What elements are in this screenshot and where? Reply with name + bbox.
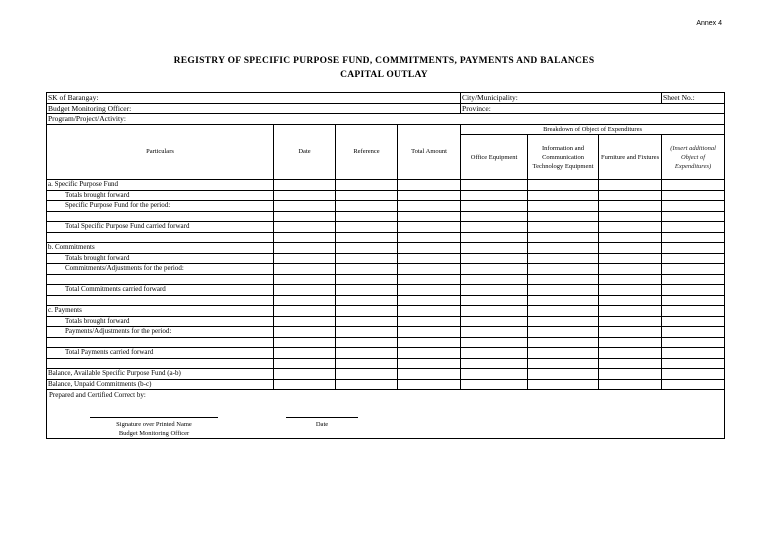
- program-field: Program/Project/Activity:: [47, 114, 725, 125]
- table-row: [47, 295, 725, 306]
- registry-table: [46, 92, 725, 439]
- balance-available: Balance, Available Specific Purpose Fund (a-b): [47, 369, 274, 380]
- table-row: [47, 253, 725, 264]
- budget-officer-field: Budget Monitoring Officer:: [47, 103, 461, 114]
- header-row-3: [47, 114, 725, 125]
- signature-row: [47, 390, 725, 439]
- col-reference: Reference: [336, 124, 398, 180]
- section-a-brought: Totals brought forward: [47, 190, 274, 201]
- section-b-carried: Total Commitments carried forward: [47, 285, 274, 296]
- section-c-period: Payments/Adjustments for the period:: [47, 327, 274, 338]
- province-field: Province:: [461, 103, 725, 114]
- city-municipality-field: City/Municipality:: [461, 93, 662, 104]
- table-row: [47, 369, 725, 380]
- section-a-carried: Total Specific Purpose Fund carried forward: [47, 222, 274, 233]
- table-row: [47, 379, 725, 390]
- signature-printed-name: Signature over Printed Name: [116, 421, 192, 428]
- section-b-brought: Totals brought forward: [47, 253, 274, 264]
- column-header-row-1: [47, 124, 725, 135]
- section-b-title: b. Commitments: [47, 243, 274, 254]
- table-row: [47, 201, 725, 212]
- signer-title: Budget Monitoring Officer: [118, 430, 190, 437]
- section-c-carried: Total Payments carried forward: [47, 348, 274, 359]
- section-c-title: c. Payments: [47, 306, 274, 317]
- table-row: [47, 264, 725, 275]
- table-row: [47, 190, 725, 201]
- col-office-equipment: Office Equipment: [461, 135, 528, 180]
- sheet-no-field: Sheet No.:: [662, 93, 725, 104]
- table-row: [47, 337, 725, 348]
- col-ict-equipment: Information and Communication Technology Equipment: [528, 135, 599, 180]
- section-c-brought: Totals brought forward: [47, 316, 274, 327]
- annex-label: Annex 4: [696, 20, 722, 27]
- col-date: Date: [274, 124, 336, 180]
- table-row: [47, 211, 725, 222]
- section-a-period: Specific Purpose Fund for the period:: [47, 201, 274, 212]
- table-row: [47, 358, 725, 369]
- table-row: [47, 316, 725, 327]
- table-row: [47, 327, 725, 338]
- col-total-amount: Total Amount: [398, 124, 461, 180]
- table-row: [47, 222, 725, 233]
- section-b-period: Commitments/Adjustments for the period:: [47, 264, 274, 275]
- table-row: [47, 285, 725, 296]
- col-breakdown: Breakdown of Object of Expenditures: [461, 124, 725, 135]
- header-row-1: [47, 93, 725, 104]
- col-furniture: Furniture and Fixtures: [599, 135, 662, 180]
- signature-line: [90, 417, 218, 418]
- signature-caption: [90, 420, 218, 438]
- date-line: [286, 417, 358, 418]
- table-row: [47, 274, 725, 285]
- date-caption: Date: [315, 421, 329, 428]
- table-row: [47, 348, 725, 359]
- sk-barangay-field: SK of Barangay:: [47, 93, 461, 104]
- table-row: [47, 180, 725, 191]
- table-row: [47, 243, 725, 254]
- signature-block: [47, 390, 725, 439]
- header-row-2: [47, 103, 725, 114]
- section-a-title: a. Specific Purpose Fund: [47, 180, 274, 191]
- form-title: REGISTRY OF SPECIFIC PURPOSE FUND, COMMITMENTS, PAYMENTS AND BALANCES: [173, 56, 595, 66]
- balance-unpaid: Balance, Unpaid Commitments (b-c): [47, 379, 274, 390]
- table-row: [47, 232, 725, 243]
- prepared-label: Prepared and Certified Correct by:: [49, 391, 146, 399]
- col-particulars: Particulars: [47, 124, 274, 180]
- form-subtitle: CAPITAL OUTLAY: [340, 70, 428, 80]
- col-insert-additional: (Insert additional Object of Expenditures): [662, 135, 725, 180]
- table-row: [47, 306, 725, 317]
